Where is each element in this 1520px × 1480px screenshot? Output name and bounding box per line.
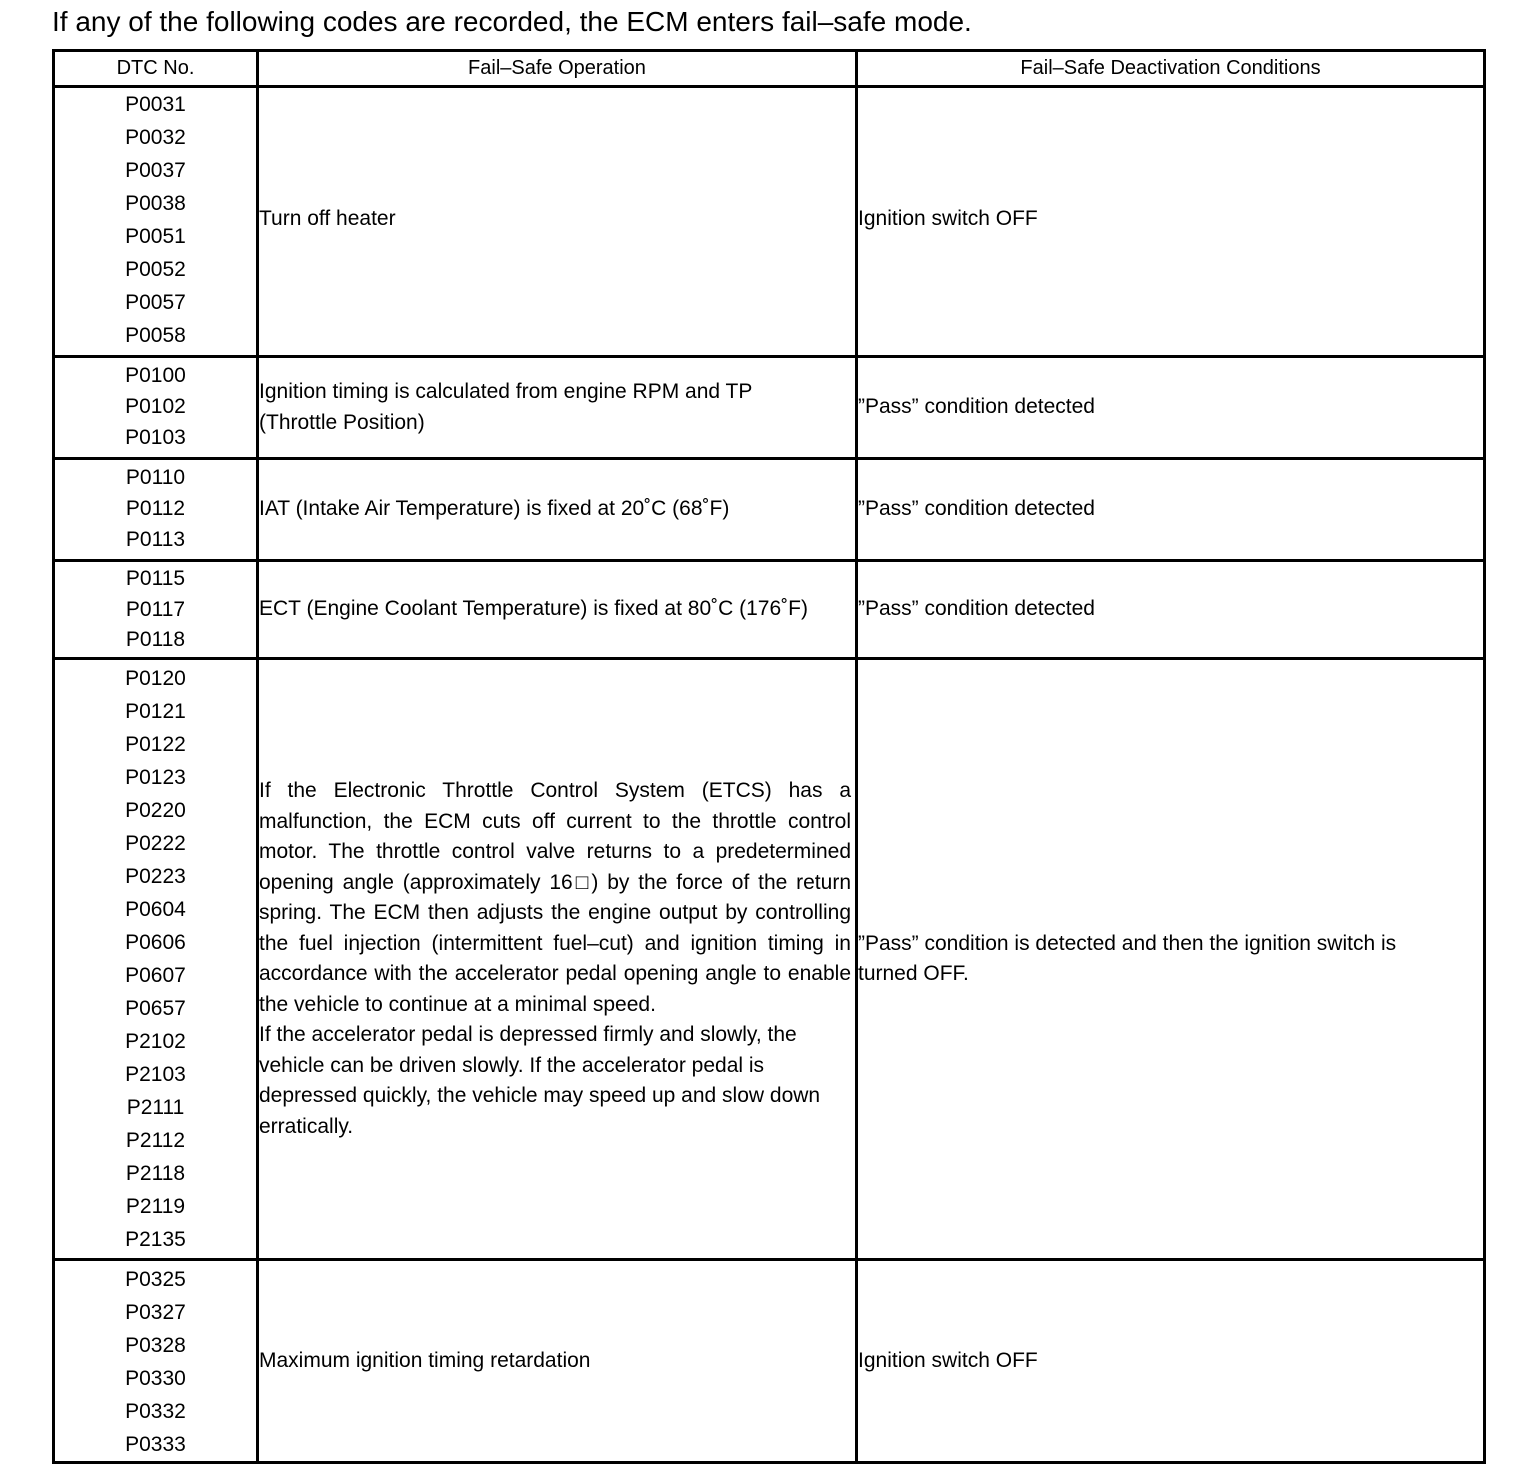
- dtc-code: P0115: [125, 567, 186, 590]
- table-row: [54, 357, 1485, 459]
- header-dtc-no: DTC No.: [54, 51, 258, 87]
- dtc-code: P0051: [125, 225, 186, 248]
- dtc-codes-cell: [54, 87, 258, 357]
- deactivation-condition-cell: ”Pass” condition detected: [857, 561, 1485, 659]
- dtc-code: P2119: [125, 1195, 186, 1218]
- dtc-code: P2111: [126, 1096, 185, 1119]
- dtc-code: P0657: [125, 997, 186, 1020]
- dtc-code: P0607: [125, 964, 186, 987]
- dtc-codes-cell: [54, 1260, 258, 1463]
- table-row: [54, 1260, 1485, 1463]
- fail-safe-operation-cell: [258, 659, 857, 1260]
- table-row: [54, 87, 1485, 357]
- dtc-code: P0332: [125, 1400, 186, 1423]
- dtc-codes-cell: [54, 357, 258, 459]
- dtc-code: P0057: [125, 291, 186, 314]
- dtc-code: P0032: [125, 126, 186, 149]
- dtc-code: P0113: [125, 528, 186, 551]
- dtc-code: P0112: [125, 497, 186, 520]
- table-row: [54, 459, 1485, 561]
- dtc-code: P0330: [125, 1367, 186, 1390]
- dtc-code: P0327: [125, 1301, 186, 1324]
- header-deactivation-conditions: Fail–Safe Deactivation Conditions: [857, 51, 1485, 87]
- deactivation-condition-cell: Ignition switch OFF: [857, 87, 1485, 357]
- dtc-code: P0117: [125, 597, 186, 621]
- dtc-code: P0122: [125, 733, 186, 756]
- dtc-code: P0333: [125, 1433, 186, 1456]
- dtc-code: P2112: [125, 1129, 186, 1152]
- fail-safe-table: [52, 49, 1486, 1464]
- dtc-code: P0606: [125, 931, 186, 954]
- dtc-code: P0328: [125, 1334, 186, 1357]
- table-row: [54, 659, 1485, 1260]
- dtc-code: P2118: [125, 1162, 186, 1185]
- dtc-code: P0103: [125, 426, 186, 449]
- dtc-codes-cell: [54, 659, 258, 1260]
- dtc-code: P0121: [125, 700, 186, 723]
- etcs-operation-text: If the Electronic Throttle Control System (ETCS) has a malfunction, the ECM cuts off current to the throttle control motor. The throttle control valve returns to a predetermined opening angle (approximately 16□) by the force of the return spring. The ECM then adjusts the engine output by controlling the fuel injection (intermittent fuel–cut) and ignition timing in accordance with the accelerator pedal opening angle to enable the vehicle to continue at a minimal speed.: [259, 779, 851, 1016]
- header-fail-safe-operation: Fail–Safe Operation: [258, 51, 857, 87]
- dtc-code: P0118: [125, 628, 186, 651]
- intro-text: If any of the following codes are recorded, the ECM enters fail–safe mode.: [52, 6, 972, 37]
- dtc-code: P0052: [125, 258, 186, 281]
- dtc-code: P0110: [125, 466, 186, 489]
- dtc-code: P2102: [125, 1030, 186, 1053]
- deactivation-condition-cell: Ignition switch OFF: [857, 1260, 1485, 1463]
- etcs-operation-note: If the accelerator pedal is depressed firmly and slowly, the vehicle can be driven slowly. If the accelerator pedal is depressed quickly, the vehicle may speed up and slow down erratically.: [259, 1023, 821, 1138]
- table-row: [54, 561, 1485, 659]
- dtc-code: P2103: [125, 1063, 186, 1086]
- fail-safe-operation-cell: IAT (Intake Air Temperature) is fixed at 20˚C (68˚F): [258, 459, 857, 561]
- dtc-code: P0038: [125, 192, 186, 215]
- dtc-code: P0058: [125, 324, 186, 347]
- dtc-code: P0100: [125, 364, 186, 387]
- dtc-code: P0102: [125, 395, 186, 418]
- fail-safe-operation-cell: ECT (Engine Coolant Temperature) is fixed at 80˚C (176˚F): [258, 561, 857, 659]
- dtc-code: P0220: [125, 799, 186, 822]
- fail-safe-operation-cell: Ignition timing is calculated from engine RPM and TP (Throttle Position): [258, 357, 857, 459]
- dtc-code: P0037: [125, 159, 186, 182]
- deactivation-condition-cell: ”Pass” condition detected: [857, 357, 1485, 459]
- fail-safe-operation-cell: Maximum ignition timing retardation: [258, 1260, 857, 1463]
- dtc-code: P0222: [125, 832, 186, 855]
- dtc-code: P0325: [125, 1268, 186, 1291]
- dtc-codes-cell: [54, 561, 258, 659]
- deactivation-condition-cell: ”Pass” condition is detected and then the ignition switch is turned OFF.: [857, 659, 1485, 1260]
- table-header-row: [54, 51, 1485, 87]
- fail-safe-operation-cell: Turn off heater: [258, 87, 857, 357]
- dtc-code: P0223: [125, 865, 186, 888]
- dtc-code: P0031: [125, 93, 186, 116]
- dtc-code: P0604: [125, 898, 186, 921]
- deactivation-condition-cell: ”Pass” condition detected: [857, 459, 1485, 561]
- dtc-code: P2135: [125, 1228, 186, 1251]
- dtc-code: P0123: [125, 766, 186, 789]
- dtc-codes-cell: [54, 459, 258, 561]
- dtc-code: P0120: [125, 667, 186, 690]
